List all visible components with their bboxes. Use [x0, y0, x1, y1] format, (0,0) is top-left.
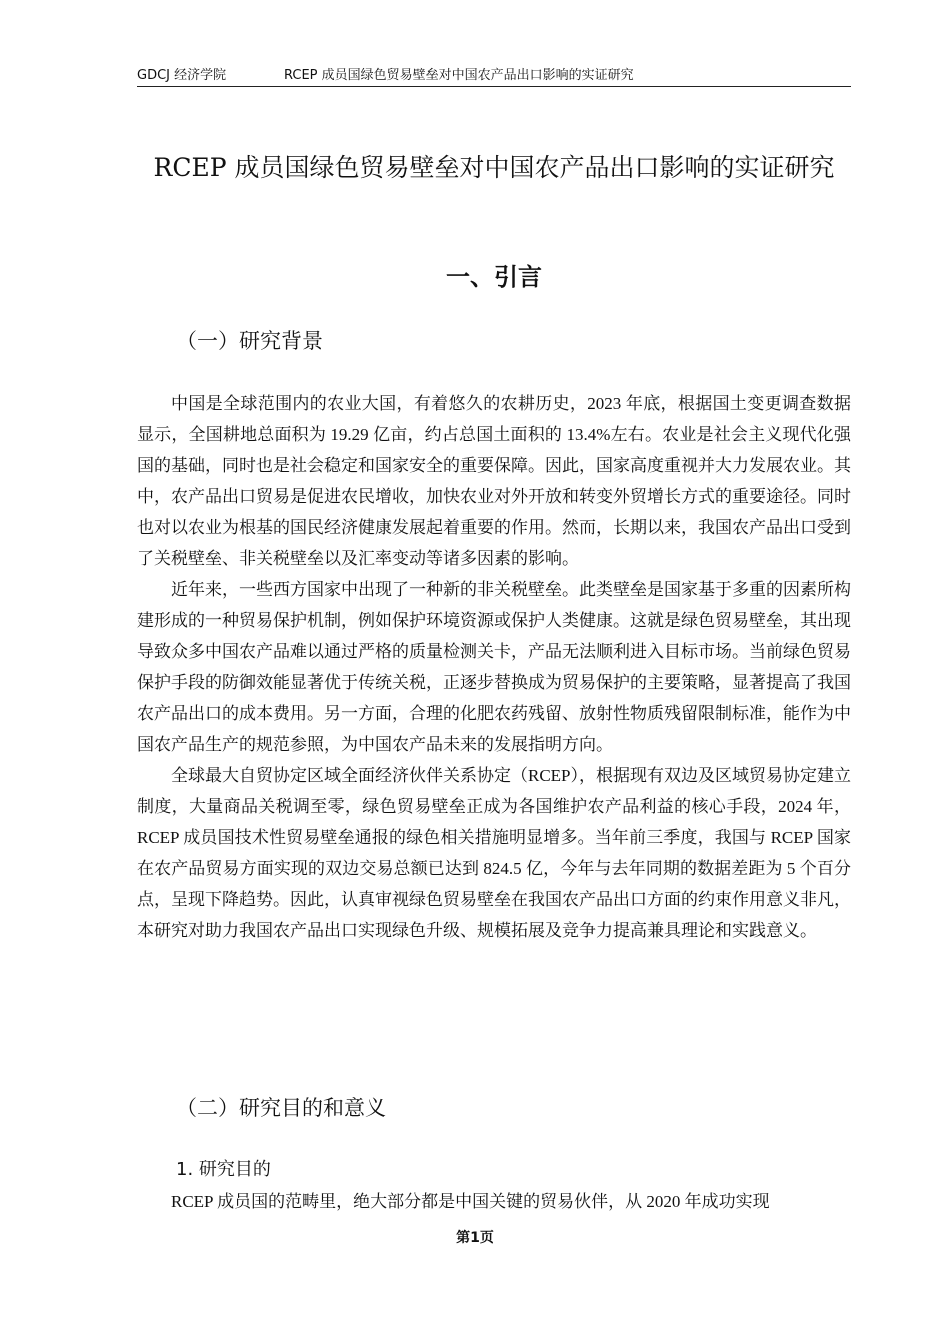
- item-heading-research-purpose: 1. 研究目的: [176, 1159, 271, 1180]
- subsection-heading-purpose-significance: （二）研究目的和意义: [176, 1096, 386, 1120]
- paper-title: RCEP 成员国绿色贸易壁垒对中国农产品出口影响的实证研究: [153, 153, 835, 182]
- header-institution: GDCJ 经济学院: [137, 68, 227, 83]
- background-body: [137, 388, 851, 946]
- paragraph: RCEP 成员国的范畴里，绝大部分都是中国关键的贸易伙伴，从 2020 年成功实现: [171, 1192, 770, 1211]
- paragraph: 中国是全球范围内的农业大国，有着悠久的农耕历史，2023 年底，根据国土变更调查数据显示，全国耕地总面积为 19.29 亿亩，约占总国土面积的 13.4%左右。农业是社会主义现代化强国的基础，同时也是社会稳定和国家安全的重要保障。因此，国家高度重视并大力发展农业。其中，农产品出口贸易是促进农民增收，加快农业对外开放和转变外贸增长方式的重要途径。同时也对以农业为根基的国民经济健康发展起着重要的作用。然而，长期以来，我国农产品出口受到了关税壁垒、非关税壁垒以及汇率变动等诸多因素的影响。: [137, 394, 851, 568]
- paragraph: 全球最大自贸协定区域全面经济伙伴关系协定（RCEP），根据现有双边及区域贸易协定建立制度，大量商品关税调至零，绿色贸易壁垒正成为各国维护农产品利益的核心手段，2024 年，RCEP 成员国技术性贸易壁垒通报的绿色相关措施明显增多。当年前三季度，我国与 RCEP 国家在农产品贸易方面实现的双边交易总额已达到 824.5 亿，今年与去年同期的数据差距为 5 个百分点，呈现下降趋势。因此，认真审视绿色贸易壁垒在我国农产品出口方面的约束作用意义非凡，本研究对助力我国农产品出口实现绿色升级、规模拓展及竞争力提高兼具理论和实践意义。: [137, 766, 852, 940]
- paragraph: 近年来，一些西方国家中出现了一种新的非关税壁垒。此类壁垒是国家基于多重的因素所构建形成的一种贸易保护机制，例如保护环境资源或保护人类健康。这就是绿色贸易壁垒，其出现导致众多中国农产品难以通过严格的质量检测关卡，产品无法顺利进入目标市场。当前绿色贸易保护手段的防御效能显著优于传统关税，正逐步替换成为贸易保护的主要策略，显著提高了我国农产品出口的成本费用。另一方面，合理的化肥农药残留、放射性物质残留限制标准，能作为中国农产品生产的规范参照，为中国农产品未来的发展指明方向。: [137, 580, 851, 754]
- purpose-body: [137, 1186, 851, 1217]
- page-number: 第1页: [456, 1230, 494, 1246]
- subsection-heading-background: （一）研究背景: [176, 329, 323, 353]
- running-header: [137, 66, 851, 87]
- header-paper-title: RCEP 成员国绿色贸易壁垒对中国农产品出口影响的实证研究: [284, 68, 634, 83]
- section-heading-introduction: 一、引言: [446, 263, 542, 291]
